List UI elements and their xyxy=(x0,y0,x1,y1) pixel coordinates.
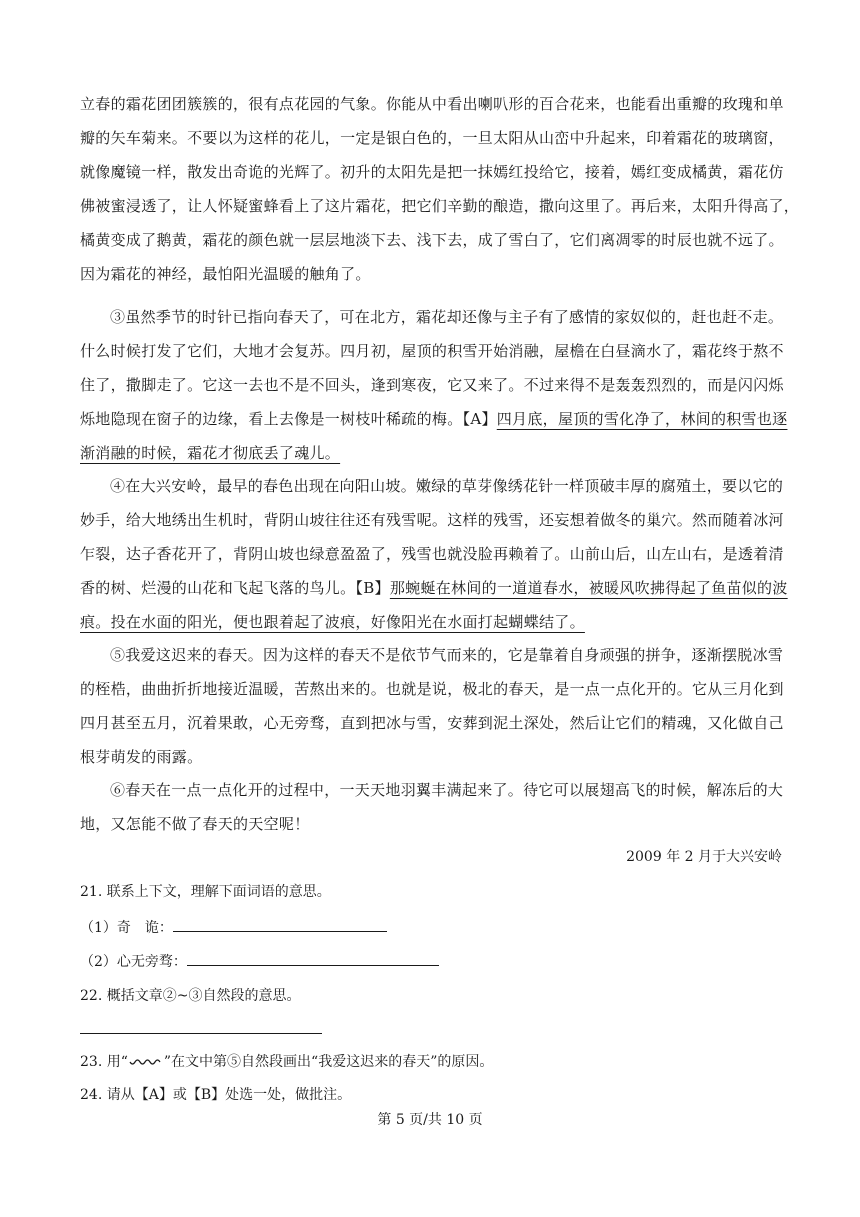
underlined-sentence-b: 那蜿蜒在林间的一道道春水，被暖风吹拂得起了鱼苗似的波 xyxy=(389,579,788,597)
text-line xyxy=(80,571,786,605)
wavy-underline-icon xyxy=(128,1056,164,1068)
question-21: 21. 联系上下文，理解下面词语的意思。 xyxy=(80,884,331,900)
answer-blank-21-1[interactable] xyxy=(173,915,387,932)
text-line: 就像魔镜一样，散发出奇诡的光辉了。初升的太阳先是把一抹嫣红投给它，接着，嫣红变成橘黄，霜花仿 xyxy=(80,163,784,181)
text-line: 立春的霜花团团簇簇的，很有点花园的气象。你能从中看出喇叭形的百合花来，也能看出重瓣的玫瑰和单 xyxy=(80,95,784,113)
text-line: 瓣的矢车菊来。不要以为这样的花儿，一定是银白色的，一旦太阳从山峦中升起来，印着霜花的玻璃窗， xyxy=(80,129,784,147)
text-line: 根芽萌发的雨露。 xyxy=(80,748,203,766)
paragraph-3 xyxy=(80,300,786,470)
text-line: 住了，撒脚走了。它这一去也不是不回头，逢到寒夜，它又来了。不过来得不是轰轰烈烈的，而是闪闪烁 xyxy=(80,376,784,394)
text-line: 地，又怎能不做了春天的天空呢！ xyxy=(80,815,310,833)
text-plain: 烁地隐现在窗子的边缘，看上去像是一树枝叶稀疏的梅。 xyxy=(80,410,463,428)
paragraph-4 xyxy=(80,469,786,639)
question-24: 24. 请从【A】或【B】处选一处，做批注。 xyxy=(80,1087,352,1103)
text-line: 因为霜花的神经，最怕阳光温暖的触角了。 xyxy=(80,265,371,283)
paragraph-5 xyxy=(80,638,786,774)
annotation-marker-b: 【B】 xyxy=(355,579,390,597)
question-22: 22. 概括文章②~③自然段的意思。 xyxy=(80,988,301,1004)
question-23 xyxy=(80,1050,493,1074)
question-label: （2）心无旁骛： xyxy=(80,954,187,970)
annotation-marker-a: 【A】 xyxy=(462,410,497,428)
text-line: 什么时候打发了它们，大地才会复苏。四月初，屋顶的积雪开始消融，屋檐在白昼滴水了，霜花终于熬不 xyxy=(80,342,784,360)
text-line: 妙手，给大地绣出生机时，背阴山坡往往还有残雪呢。这样的残雪，还妄想着做冬的巢穴。然而随着冰河 xyxy=(80,511,784,529)
article-date: 2009 年 2 月于大兴安岭 xyxy=(626,849,782,865)
underlined-sentence-a-end: 渐消融的时候，霜花才彻底丢了魂儿。 xyxy=(80,444,341,462)
page-number: 第 5 页/共 10 页 xyxy=(377,1112,483,1128)
text-line: ⑤我爱这迟来的春天。因为这样的春天不是依节气而来的，它是靠着自身顽强的拼争，逐渐摆脱冰雪 xyxy=(110,646,784,664)
text-line: ⑥春天在一点一点化开的过程中，一天天地羽翼丰满起来了。待它可以展翅高飞的时候，解冻后的大 xyxy=(110,781,784,799)
text-line: 佛被蜜浸透了，让人怀疑蜜蜂看上了这片霜花，把它们辛勤的酿造，撒向这里了。再后来，太阳升得高了， xyxy=(80,197,800,215)
text-line: ④在大兴安岭，最早的春色出现在向阳山坡。嫩绿的草芽像绣花针一样顶破丰厚的腐殖土，要以它的 xyxy=(110,477,784,495)
answer-blank-21-2[interactable] xyxy=(187,949,439,966)
text-line: 的桎梏，曲曲折折地接近温暖，苦熬出来的。也就是说，极北的春天，是一点一点化开的。它从三月化到 xyxy=(80,680,784,698)
text-line: 橘黄变成了鹅黄，霜花的颜色就一层层地淡下去、浅下去，成了雪白了，它们离凋零的时辰也就不远了。 xyxy=(80,231,784,249)
underlined-sentence-b-end: 痕。投在水面的阳光，便也跟着起了波痕，好像阳光在水面打起蝴蝶结了。 xyxy=(80,613,585,631)
paragraph-6 xyxy=(80,773,786,841)
question-label: （1）奇 诡： xyxy=(80,920,173,936)
text-plain: 香的树、烂漫的山花和飞起飞落的鸟儿。 xyxy=(80,579,356,597)
text-line: 四月甚至五月，沉着果敢，心无旁骛，直到把冰与雪，安葬到泥土深处，然后让它们的精魂，又化做自己 xyxy=(80,714,784,732)
question-text-start: 23. 用“ xyxy=(80,1054,128,1070)
text-line: 乍裂，达子香花开了，背阴山坡也绿意盈盈了，残雪也就没脸再赖着了。山前山后，山左山右，是透着清 xyxy=(80,545,784,563)
paragraph-2-continued xyxy=(80,87,800,291)
question-21-2 xyxy=(80,949,439,974)
text-line xyxy=(80,402,786,436)
text-line: ③虽然季节的时针已指向春天了，可在北方，霜花却还像与主子有了感情的家奴似的，赶也赶不走。 xyxy=(110,308,784,326)
question-text-end: ”在文中第⑤自然段画出“我爱这迟来的春天”的原因。 xyxy=(163,1054,494,1070)
text-line xyxy=(80,436,786,470)
answer-line-22[interactable] xyxy=(80,1033,322,1034)
question-21-1 xyxy=(80,915,387,940)
underlined-sentence-a: 四月底，屋顶的雪化净了，林间的积雪也逐 xyxy=(496,410,788,428)
text-line xyxy=(80,605,786,639)
